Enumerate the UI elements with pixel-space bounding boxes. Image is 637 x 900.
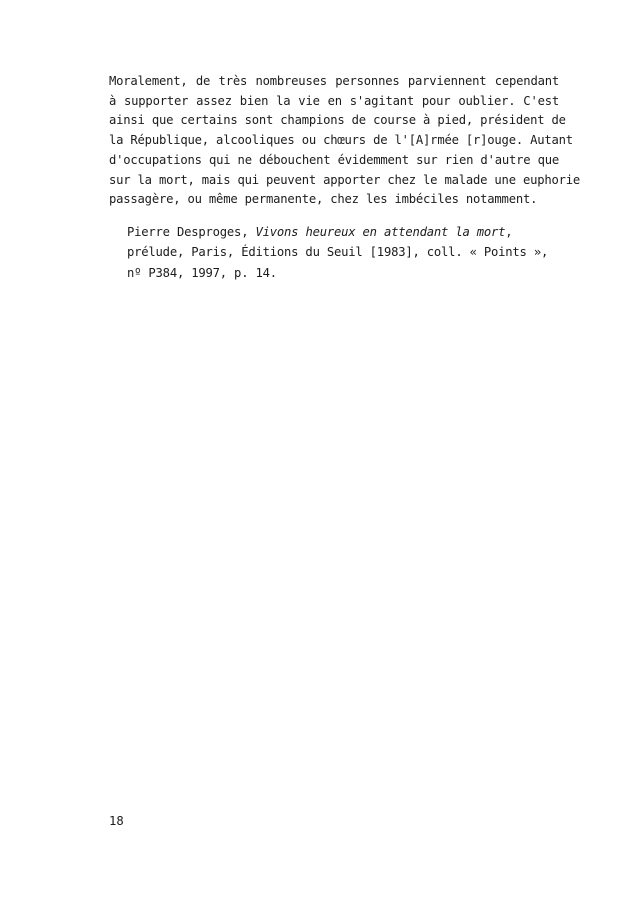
citation-title: Vivons heureux en attendant la mort xyxy=(255,225,506,239)
page-number: 18 xyxy=(109,814,124,828)
quote-line: à supporter assez bien la vie en s'agitant pour oublier. C'est xyxy=(109,93,559,108)
quote-line: Moralement, de très nombreuses personnes parviennent cependant xyxy=(109,74,559,88)
citation-line-3: nº P384, 1997, p. 14. xyxy=(127,265,277,280)
quote-line: la République, alcooliques ou chœurs de l'[A]rmée [r]ouge. Autant xyxy=(109,133,573,148)
quote-line: sur la mort, mais qui peuvent apporter chez le malade une euphorie xyxy=(109,172,581,187)
quote-line: ainsi que certains sont champions de course à pied, président de xyxy=(109,113,566,128)
citation-line-1 xyxy=(127,222,567,242)
source-citation xyxy=(127,222,567,283)
quote-line: d'occupations qui ne débouchent évidemment sur rien d'autre que xyxy=(109,152,559,167)
quote-paragraph xyxy=(109,72,581,210)
citation-line-2: prélude, Paris, Éditions du Seuil [1983], coll. « Points », xyxy=(127,245,549,260)
citation-punctuation: , xyxy=(505,225,513,239)
quote-line: passagère, ou même permanente, chez les imbéciles notamment. xyxy=(109,192,538,207)
citation-author: Pierre Desproges, xyxy=(127,225,256,239)
